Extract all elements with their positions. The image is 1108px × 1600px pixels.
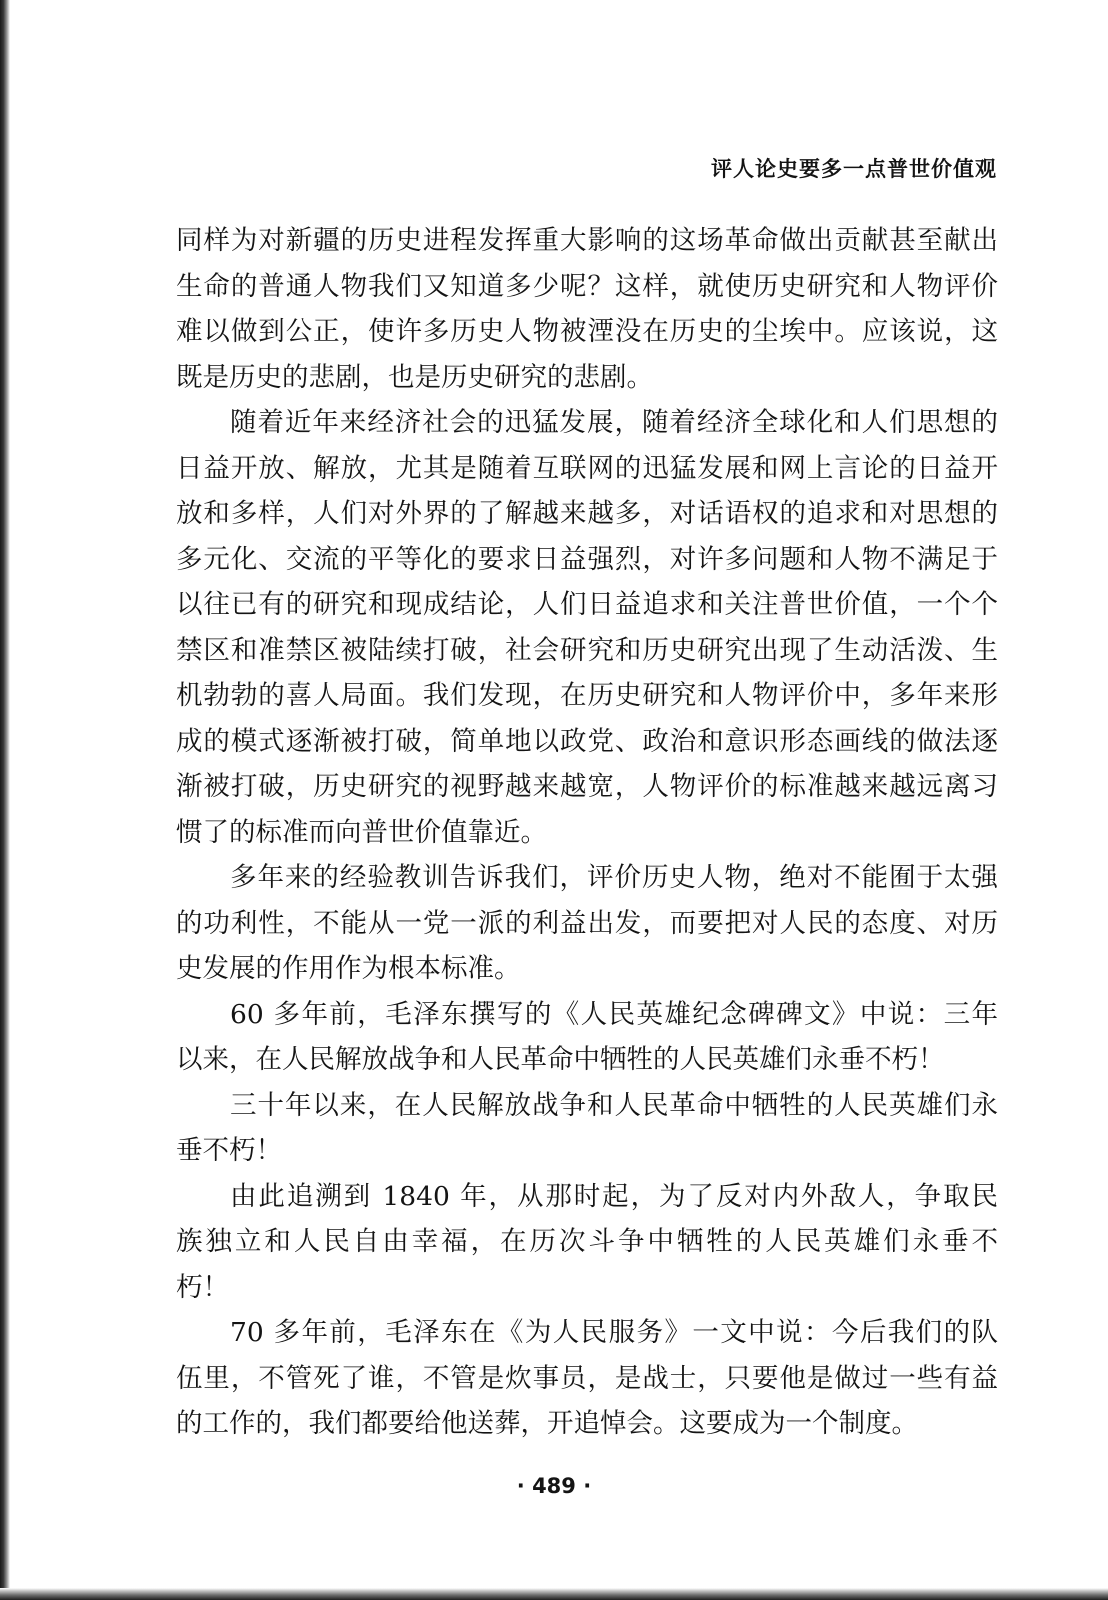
paragraph [176, 855, 998, 992]
paragraph [176, 1174, 998, 1311]
text-line: 机勃勃的喜人局面。我们发现，在历史研究和人物评价中，多年来形 [176, 680, 998, 711]
text-line: 渐被打破，历史研究的视野越来越宽，人物评价的标准越来越远离习 [176, 771, 998, 802]
text-line: 60 多年前，毛泽东撰写的《人民英雄纪念碑碑文》中说：三年 [230, 998, 998, 1030]
text-line: 的工作的，我们都要给他送葬，开追悼会。这要成为一个制度。 [176, 1408, 918, 1439]
text-line: 成的模式逐渐被打破，简单地以政党、政治和意识形态画线的做法逐 [176, 725, 998, 757]
paragraph [176, 400, 998, 855]
text-line: 伍里，不管死了谁，不管是炊事员，是战士，只要他是做过一些有益 [176, 1362, 998, 1394]
text-line: 生命的普通人物我们又知道多少呢？这样，就使历史研究和人物评价 [176, 270, 998, 302]
body-text [176, 218, 998, 1447]
text-line: 既是历史的悲剧，也是历史研究的悲剧。 [176, 361, 653, 393]
text-line: 日益开放、解放，尤其是随着互联网的迅猛发展和网上言论的日益开 [176, 452, 998, 484]
text-line: 族独立和人民自由幸福，在历次斗争中牺牲的人民英雄们永垂不 [176, 1226, 998, 1257]
text-line: 70 多年前，毛泽东在《为人民服务》一文中说：今后我们的队 [230, 1317, 998, 1348]
paragraph [176, 218, 998, 400]
running-head: 评人论史要多一点普世价值观 [711, 157, 997, 181]
text-line: 垂不朽！ [176, 1135, 282, 1166]
paragraph [176, 992, 998, 1083]
text-line: 禁区和准禁区被陆续打破，社会研究和历史研究出现了生动活泼、生 [176, 634, 998, 666]
text-line: 的功利性，不能从一党一派的利益出发，而要把对人民的态度、对历 [176, 907, 998, 939]
text-line: 惯了的标准而向普世价值靠近。 [176, 816, 547, 848]
text-line: 多元化、交流的平等化的要求日益强烈，对许多问题和人物不满足于 [176, 543, 998, 575]
page-number: · 489 · [516, 1474, 592, 1498]
text-line: 同样为对新疆的历史进程发挥重大影响的这场革命做出贡献甚至献出 [176, 225, 998, 256]
paragraph [176, 1310, 998, 1447]
scan-edge-left [0, 0, 10, 1600]
text-line: 以往已有的研究和现成结论，人们日益追求和关注普世价值，一个个 [176, 589, 998, 620]
text-line: 随着近年来经济社会的迅猛发展，随着经济全球化和人们思想的 [230, 407, 998, 438]
text-line: 放和多样，人们对外界的了解越来越多，对话语权的追求和对思想的 [176, 498, 998, 529]
text-line: 以来，在人民解放战争和人民革命中牺牲的人民英雄们永垂不朽！ [176, 1044, 945, 1075]
paragraph [176, 1083, 998, 1174]
text-line: 由此追溯到 1840 年，从那时起，为了反对内外敌人，争取民 [230, 1180, 998, 1212]
text-line: 多年来的经验教训告诉我们，评价历史人物，绝对不能囿于太强 [230, 862, 998, 893]
text-line: 三十年以来，在人民解放战争和人民革命中牺牲的人民英雄们永 [230, 1089, 998, 1121]
text-line: 史发展的作用作为根本标准。 [176, 953, 521, 984]
text-line: 朽！ [176, 1271, 229, 1303]
scan-edge-bottom [0, 1588, 1108, 1600]
text-line: 难以做到公正，使许多历史人物被湮没在历史的尘埃中。应该说，这 [176, 316, 998, 347]
